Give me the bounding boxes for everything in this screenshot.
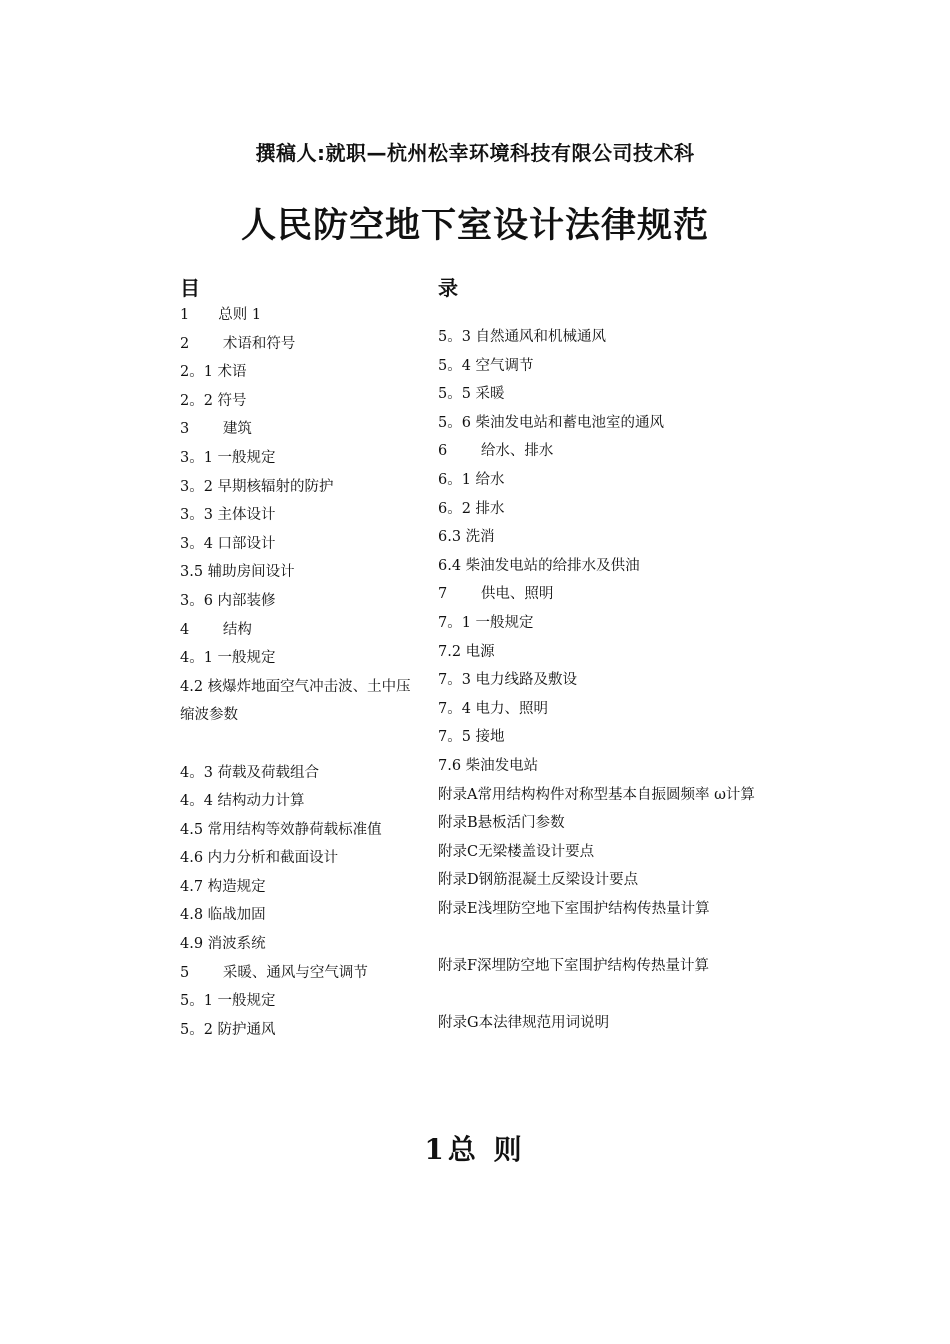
toc-item[interactable]: 2 术语和符号 <box>180 335 296 352</box>
toc-item[interactable]: 7。5 接地 <box>438 729 505 746</box>
toc-item[interactable]: 2。1 术语 <box>180 364 247 381</box>
toc-item[interactable]: 3 建筑 <box>180 421 252 438</box>
toc-item[interactable]: 6.3 洗消 <box>438 529 495 546</box>
toc-item[interactable]: 附录F深埋防空地下室围护结构传热量计算 <box>438 958 710 975</box>
section-heading: 1总 则 <box>424 1133 526 1166</box>
toc-item[interactable]: 5。4 空气调节 <box>438 357 534 374</box>
toc-item[interactable]: 4.2 核爆炸地面空气冲击波、土中压缩波参数 <box>180 678 411 724</box>
toc-item[interactable]: 4.7 构造规定 <box>180 878 266 895</box>
toc-item[interactable]: 3。1 一般规定 <box>180 449 276 466</box>
toc-item[interactable]: 4.6 内力分析和截面设计 <box>180 850 339 867</box>
toc-item[interactable]: 6 给水、排水 <box>438 443 554 460</box>
toc-item[interactable]: 附录E浅埋防空地下室围护结构传热量计算 <box>438 900 710 917</box>
toc-item[interactable]: 附录A常用结构构件对称型基本自振圆频率 ω计算 <box>438 786 755 803</box>
toc-item[interactable]: 7。1 一般规定 <box>438 614 534 631</box>
document-title: 人民防空地下室设计法律规范 <box>240 206 709 246</box>
toc-item[interactable]: 3.5 辅助房间设计 <box>180 564 295 581</box>
toc-left-column <box>180 301 425 1044</box>
toc-item[interactable]: 7。4 电力、照明 <box>438 700 549 717</box>
toc-item[interactable]: 4。4 结构动力计算 <box>180 793 305 810</box>
toc-item[interactable]: 附录G本法律规范用词说明 <box>438 1015 610 1032</box>
toc-item[interactable]: 附录D钢筋混凝土反梁设计要点 <box>438 872 639 889</box>
toc-item[interactable]: 5。5 采暖 <box>438 386 505 403</box>
toc-item[interactable]: 7.6 柴油发电站 <box>438 757 539 774</box>
toc-right-column <box>438 323 768 1038</box>
toc-item[interactable]: 5。6 柴油发电站和蓄电池室的通风 <box>438 414 665 431</box>
toc-item[interactable]: 5。1 一般规定 <box>180 993 276 1010</box>
toc-item[interactable]: 6。2 排水 <box>438 500 505 517</box>
toc-heading-left: 目 <box>180 276 200 300</box>
toc-item[interactable]: 2。2 符号 <box>180 392 247 409</box>
toc-item[interactable]: 附录C无梁楼盖设计要点 <box>438 843 595 860</box>
toc-item[interactable]: 7。3 电力线路及敷设 <box>438 672 578 689</box>
toc-item[interactable]: 4 结构 <box>180 621 252 638</box>
toc-item[interactable]: 6。1 给水 <box>438 471 505 488</box>
toc-item[interactable]: 3。4 口部设计 <box>180 535 276 552</box>
toc-item[interactable]: 4。3 荷载及荷载组合 <box>180 764 320 781</box>
toc-item[interactable]: 1 总则 1 <box>180 307 262 323</box>
toc-item[interactable]: 3。3 主体设计 <box>180 507 276 524</box>
toc-item[interactable]: 4.5 常用结构等效静荷载标准值 <box>180 821 382 838</box>
toc-item[interactable]: 4。1 一般规定 <box>180 650 276 667</box>
toc-item[interactable]: 7 供电、照明 <box>438 586 554 603</box>
toc-item[interactable]: 4.9 消波系统 <box>180 936 266 953</box>
toc-item[interactable]: 5。3 自然通风和机械通风 <box>438 329 607 345</box>
toc-item[interactable]: 4.8 临战加固 <box>180 907 266 924</box>
toc-item[interactable]: 3。2 早期核辐射的防护 <box>180 478 334 495</box>
toc-item[interactable]: 3。6 内部装修 <box>180 592 276 609</box>
toc-item[interactable]: 6.4 柴油发电站的给排水及供油 <box>438 557 640 574</box>
toc-item[interactable]: 5 采暖、通风与空气调节 <box>180 964 368 981</box>
toc-item[interactable]: 附录B悬板活门参数 <box>438 815 565 832</box>
toc-heading-right: 录 <box>438 276 458 300</box>
toc-item[interactable]: 7.2 电源 <box>438 643 495 660</box>
toc-item[interactable]: 5。2 防护通风 <box>180 1021 276 1038</box>
author-line: 撰稿人:就职—杭州松幸环境科技有限公司技术科 <box>255 141 695 165</box>
